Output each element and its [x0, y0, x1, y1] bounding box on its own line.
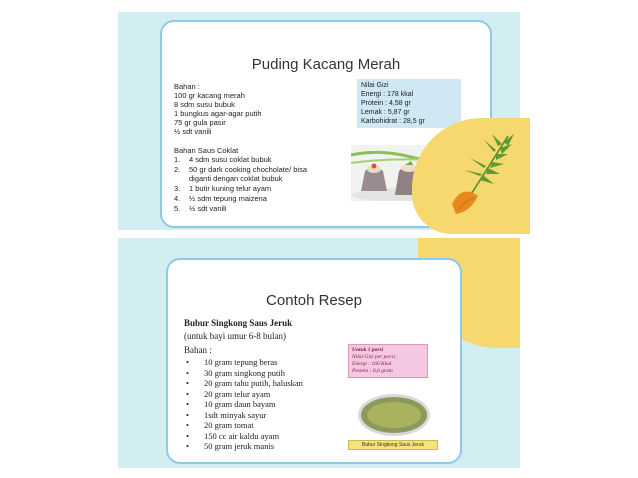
- porridge-bowl-photo: [358, 394, 430, 436]
- nutrition-heading: Nilai Gizi per porsi :: [352, 354, 399, 360]
- list-item: • 30 gram singkong putih: [184, 368, 303, 379]
- list-item: 5. ½ sdt vanili: [174, 203, 227, 213]
- nutrition-box: [357, 79, 461, 128]
- nutrition-line: Protein : 4,58 gr: [361, 100, 411, 107]
- list-item: 1. 4 sdm susu coklat bubuk: [174, 155, 272, 164]
- slide-contoh-resep: [118, 238, 520, 468]
- ingredient-item: 75 gr gula pasir: [174, 118, 226, 127]
- list-item: • 150 cc air kaldu ayam: [184, 431, 303, 442]
- list-item: • 1sdt minyak sayur: [184, 410, 303, 421]
- list-item: • 50 gram jeruk manis: [184, 441, 303, 452]
- slide-frame: [166, 258, 462, 464]
- list-item: 2. 50 gr dark cooking chocholate/ bisa diganti dengan coklat bubuk: [174, 165, 307, 183]
- nutrition-line: Protein : 6,6 gram: [352, 368, 393, 374]
- list-item: • 20 gram tahu putih, haluskan: [184, 378, 303, 389]
- portion-label: Untuk 1 porsi: [352, 347, 384, 353]
- ingredients-heading: Bahan :: [184, 345, 212, 355]
- nutrition-line: Energi : 160 Kkal: [352, 361, 392, 367]
- ingredient-item: 100 gr kacang merah: [174, 91, 245, 100]
- list-item: 3. 1 butir kuning telur ayam: [174, 183, 272, 193]
- nutrition-heading: Nilai Gizi: [361, 82, 389, 89]
- slide-title: Puding Kacang Merah: [251, 56, 401, 73]
- ingredients-heading: Bahan :: [174, 82, 200, 91]
- nutrition-line: Energi : 178 kkal: [361, 91, 414, 98]
- palm-leaf-icon: [448, 126, 518, 222]
- ingredient-item: 8 sdm susu bubuk: [174, 100, 235, 109]
- ingredient-item: 1 bungkus agar-agar putih: [174, 109, 262, 118]
- sauce-heading: Bahan Saus Coklat: [174, 146, 239, 155]
- ingredients-block: [174, 82, 262, 136]
- recipe-subtitle: (untuk bayi umur 6-8 bulan): [184, 331, 286, 341]
- list-item: • 10 gram tepung beras: [184, 357, 303, 368]
- ingredient-item: ½ sdt vanili: [174, 127, 212, 136]
- list-item: 4. ½ sdm tepung maizena: [174, 193, 267, 203]
- list-item: • 20 gram telur ayam: [184, 389, 303, 400]
- nutrition-line: Lemak : 5,87 gr: [361, 109, 410, 116]
- nutrition-line: Karbohidrat : 28,5 gr: [361, 118, 425, 125]
- slide-title: Contoh Resep: [266, 292, 362, 309]
- photo-caption: Bubur Singkong Saus Jeruk: [348, 440, 438, 450]
- ingredients-list: [184, 357, 303, 452]
- list-item: • 10 gram daun bayam: [184, 399, 303, 410]
- sauce-ingredients-list: [174, 156, 307, 215]
- nutrition-box: [348, 344, 428, 378]
- porridge-surface: [367, 402, 421, 428]
- recipe-title: Bubur Singkong Saus Jeruk: [184, 318, 293, 328]
- list-item: • 20 gram tomat: [184, 420, 303, 431]
